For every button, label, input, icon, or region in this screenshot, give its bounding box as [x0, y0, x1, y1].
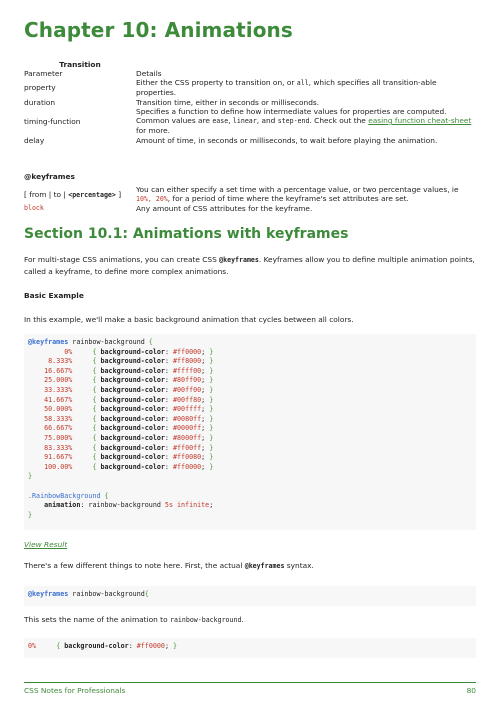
- param-block: block: [24, 204, 44, 212]
- keyframe-line: 75.000% { background-color: #8000ff; }: [44, 433, 214, 442]
- details-delay: Amount of time, in seconds or milliseconds, to wait before playing the animation.: [136, 135, 438, 145]
- code-text: rainbow-background: [68, 590, 145, 598]
- code-value: #ff0000: [173, 347, 202, 356]
- details-text: , which specifies all transition-able properties.: [136, 78, 437, 97]
- code-property: background-color: [100, 385, 165, 394]
- code-property: background-color: [100, 453, 165, 462]
- code-property: background-color: [100, 357, 165, 366]
- code-property: background-color: [100, 433, 165, 442]
- details-property: [136, 78, 476, 97]
- easing-cheatsheet-link[interactable]: easing function cheat-sheet: [368, 116, 472, 125]
- code-value: #8000ff: [172, 433, 202, 442]
- param-timing-function: timing-function: [24, 116, 81, 126]
- code-property: background-color: [64, 642, 129, 650]
- code-property: animation: [44, 501, 81, 510]
- footer-page-number: 80: [466, 686, 476, 695]
- note-paragraph: [24, 560, 476, 572]
- code-value: #80ff00: [172, 376, 202, 385]
- keyframe-line: 0% { background-color: #ff0000; }: [64, 347, 214, 356]
- footer-divider: [24, 682, 476, 683]
- code-value: #00ff80: [172, 395, 202, 404]
- intro-text: . Keyframes allow you to define multiple animation points, called a keyframe, to define more complex animations.: [24, 255, 475, 276]
- details-text: . Check out the: [309, 116, 369, 125]
- code-line: [28, 511, 476, 521]
- code-value: #ff0000: [136, 642, 165, 650]
- keyframe-line: 50.000% { background-color: #00ffff; }: [44, 405, 214, 414]
- code-percent: 25.000%: [44, 376, 73, 385]
- code-percent: 75.000%: [44, 433, 73, 442]
- view-result-link[interactable]: View Result: [24, 540, 68, 549]
- keyframe-line: 33.333% { background-color: #00ff00; }: [44, 385, 214, 394]
- details-block: Any amount of CSS attributes for the keyframe.: [136, 204, 313, 213]
- basic-example-paragraph: In this example, we'll make a basic background animation that cycles between all colors.: [24, 315, 354, 324]
- details-text: Either the CSS property to transition on, or: [136, 78, 297, 87]
- param-text: [ from | to |: [24, 189, 69, 199]
- details-text: for more.: [136, 126, 171, 135]
- note-text: There's a few different things to note here. First, the actual: [24, 561, 245, 570]
- col-parameter: Parameter: [24, 69, 63, 78]
- code-keyframes: @keyframes: [219, 256, 259, 264]
- chapter-title: Chapter 10: Animations: [24, 18, 293, 42]
- transition-heading: Transition: [59, 60, 101, 69]
- code-keyframes: @keyframes: [244, 562, 285, 570]
- code-text: rainbow-background: [84, 501, 165, 510]
- code-line: [28, 482, 476, 492]
- intro-paragraph: [24, 254, 476, 278]
- code-value: #ff0080: [172, 453, 202, 462]
- keyframe-line: 58.333% { background-color: #0080ff; }: [44, 414, 214, 423]
- keyframe-line: 8.333% { background-color: #ff8000; }: [48, 357, 214, 366]
- code-percent: 8.333%: [48, 357, 73, 366]
- code-property: background-color: [100, 405, 165, 414]
- details-timing-function: [136, 107, 476, 135]
- code-brace: {: [148, 338, 153, 346]
- code-keyword: @keyframes: [28, 590, 69, 598]
- keyframes-heading: @keyframes: [24, 172, 75, 181]
- code-selector: .RainbowBackground: [28, 491, 101, 500]
- name-paragraph: [24, 614, 476, 626]
- code-keyword: @keyframes: [28, 338, 69, 346]
- code-line: [28, 338, 476, 348]
- code-percent: 41.667%: [44, 395, 73, 404]
- code-text: ;: [209, 501, 214, 510]
- code-property: background-color: [100, 443, 165, 452]
- section-title: Section 10.1: Animations with keyframes: [24, 226, 349, 242]
- sep: ,: [228, 116, 233, 125]
- code-line: [28, 472, 476, 482]
- code-property: background-color: [100, 395, 165, 404]
- param-property: property: [24, 83, 56, 92]
- code-ease: ease: [212, 117, 229, 125]
- code-property: background-color: [100, 376, 165, 385]
- name-text: This sets the name of the animation to: [24, 615, 170, 624]
- keyframe-lines: [28, 348, 476, 473]
- keyframes-table: [24, 172, 476, 213]
- code-percent-values: 10%, 20%: [136, 195, 168, 203]
- code-percent: 50.000%: [44, 405, 73, 414]
- code-percentage: <percentage>: [68, 190, 116, 199]
- keyframe-line: 83.333% { background-color: #ff00ff; }: [44, 443, 214, 452]
- code-line: [28, 492, 476, 502]
- keyframes-code-block: [24, 334, 476, 530]
- param-percentage: [24, 185, 136, 204]
- code-property: background-color: [100, 424, 165, 433]
- keyframe-line: 66.667% { background-color: #0000ff; }: [44, 424, 214, 433]
- details-text: , for a period of time where the keyframe's set attributes are set.: [167, 194, 409, 203]
- keyframe-line: 25.000% { background-color: #80ff00; }: [44, 376, 214, 385]
- code-value: #ff8000: [173, 357, 202, 366]
- code-step-end: step-end: [277, 117, 310, 125]
- code-property: background-color: [100, 462, 165, 471]
- details-text: Specifies a function to define how intermediate values for properties are computed. Common values are: [136, 107, 447, 125]
- code-percent: 0%: [28, 642, 37, 650]
- note-text: syntax.: [284, 561, 314, 570]
- code-value: #ffff00: [172, 366, 202, 375]
- code-animation-name: rainbow-background: [169, 616, 242, 624]
- code-value: #ff0000: [172, 462, 202, 471]
- code-value: #00ffff: [172, 405, 202, 414]
- sep: , and: [256, 116, 278, 125]
- code-percent: 16.667%: [44, 366, 73, 375]
- details-duration: Transition time, either in seconds or milliseconds.: [136, 97, 320, 107]
- code-line: animation: rainbow-background 5s infinite;: [44, 501, 214, 510]
- footer-book-title: CSS Notes for Professionals: [24, 686, 126, 695]
- param-text: ]: [115, 189, 122, 199]
- code-property: background-color: [100, 347, 165, 356]
- code-brace: {: [104, 491, 109, 500]
- code-brace: }: [28, 510, 33, 519]
- param-duration: duration: [24, 98, 56, 107]
- keyframe-line: 100.00% { background-color: #ff0000; }: [44, 462, 214, 471]
- param-delay: delay: [24, 136, 45, 145]
- code-percent: 83.333%: [44, 443, 73, 452]
- code-linear: linear: [232, 117, 257, 125]
- code-brace: {: [144, 590, 149, 598]
- code-line: 0% { background-color: #ff0000; }: [28, 642, 178, 650]
- transition-table: [24, 60, 476, 145]
- details-percentage: [136, 185, 476, 204]
- code-property: background-color: [100, 366, 165, 375]
- code-block-3: [24, 638, 476, 658]
- code-line: [28, 590, 476, 600]
- code-block-2: [24, 586, 476, 606]
- code-percent: 66.667%: [44, 424, 73, 433]
- keyframe-line: 91.667% { background-color: #ff0080; }: [44, 453, 214, 462]
- details-text: You can either specify a set time with a percentage value, or two percentage values, ie: [136, 185, 459, 194]
- code-all: all: [296, 79, 309, 87]
- code-value: #ff00ff: [172, 443, 202, 452]
- basic-example-heading: Basic Example: [24, 291, 84, 300]
- code-percent: 58.333%: [44, 414, 73, 423]
- col-details: Details: [136, 69, 162, 78]
- intro-text: For multi-stage CSS animations, you can create CSS: [24, 255, 220, 264]
- keyframe-line: 16.667% { background-color: #ffff00; }: [44, 366, 214, 375]
- code-value: 5s infinite: [164, 501, 210, 510]
- code-brace: }: [28, 472, 33, 481]
- code-value: #0080ff: [172, 414, 202, 423]
- code-percent: 0%: [64, 347, 73, 356]
- code-percent: 100.00%: [44, 462, 73, 471]
- code-text: rainbow-background: [68, 338, 149, 346]
- code-property: background-color: [100, 414, 165, 423]
- keyframe-line: 41.667% { background-color: #00ff80; }: [44, 395, 214, 404]
- code-value: #00ff00: [172, 385, 202, 394]
- code-value: #0000ff: [172, 424, 202, 433]
- code-percent: 33.333%: [44, 385, 73, 394]
- name-text: .: [241, 615, 244, 624]
- code-percent: 91.667%: [44, 453, 73, 462]
